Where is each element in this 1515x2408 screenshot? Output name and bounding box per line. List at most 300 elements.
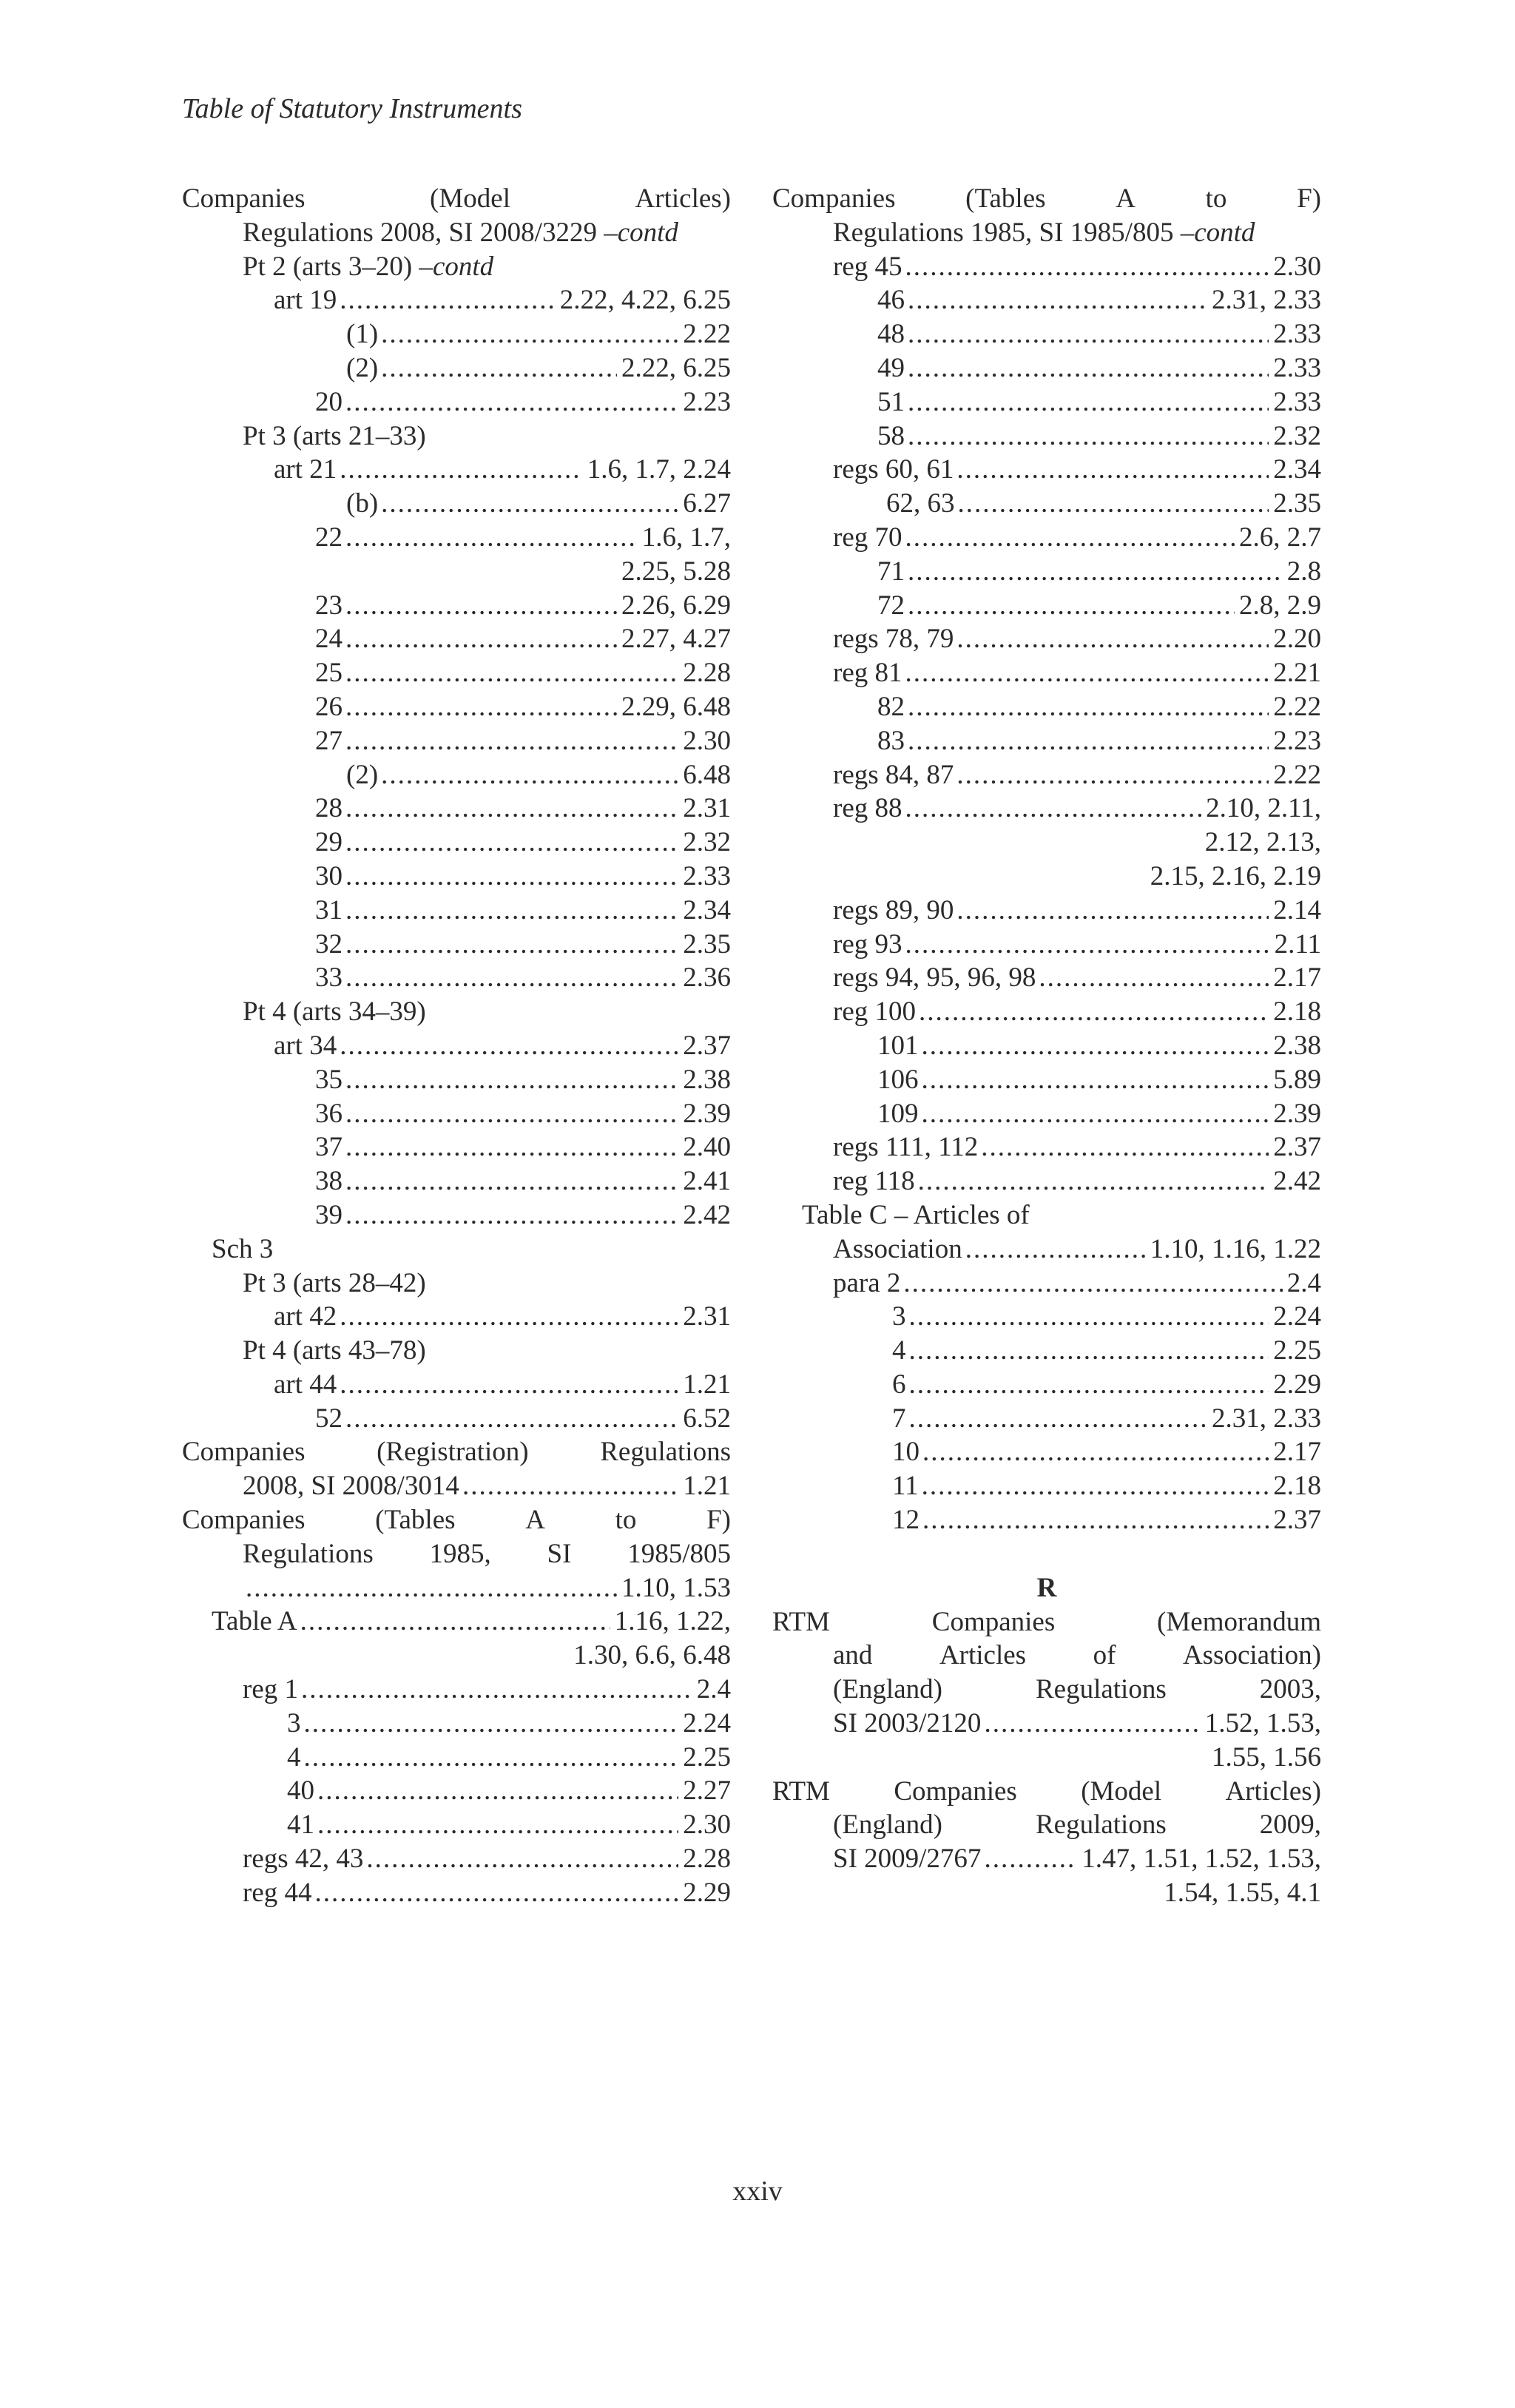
dot-leader (345, 961, 678, 995)
paragraph-reference: 2.42 (683, 1199, 731, 1230)
entry-label: reg 45 (833, 251, 902, 282)
dot-leader (381, 351, 617, 385)
index-entry (182, 758, 731, 792)
entry-label: regs 111, 112 (833, 1132, 979, 1163)
entry-label: 29 (315, 827, 343, 858)
index-entry (182, 1232, 731, 1267)
paragraph-reference: 6.27 (683, 488, 731, 519)
paragraph-reference: 2.37 (683, 1030, 731, 1061)
entry-heading-justified (772, 1605, 1321, 1639)
index-entry (772, 351, 1321, 385)
index-entry (772, 182, 1321, 216)
entry-label: regs 84, 87 (833, 759, 954, 790)
entry-label: reg 100 (833, 996, 916, 1028)
paragraph-reference: 1.21 (683, 1471, 731, 1502)
index-entry (182, 555, 731, 589)
index-entry (772, 1368, 1321, 1402)
index-entry (772, 1435, 1321, 1469)
dot-leader (903, 1267, 1282, 1301)
entry-word: Companies (182, 183, 306, 214)
dot-leader (246, 1571, 617, 1605)
dot-leader (340, 1300, 678, 1334)
paragraph-reference: 2.24 (1273, 1301, 1321, 1332)
entry-label: Pt 4 (arts 43–78) (243, 1335, 426, 1366)
index-entry (182, 724, 731, 758)
dot-leader (922, 1503, 1269, 1537)
entry-word: (Tables (965, 183, 1046, 214)
entry-label: 58 (877, 420, 905, 451)
entry-word: (Memorandum (1157, 1606, 1321, 1637)
paragraph-reference: 2.38 (683, 1064, 731, 1095)
dot-leader (909, 1334, 1269, 1368)
dot-leader (317, 1774, 678, 1808)
index-entry (182, 182, 731, 216)
entry-label: Pt 4 (arts 34–39) (243, 996, 426, 1028)
index-entry (182, 1334, 731, 1368)
index-entry (182, 1300, 731, 1334)
left-index-column (182, 182, 731, 1910)
entry-word: Companies (772, 183, 896, 214)
dot-leader (984, 1707, 1200, 1741)
entry-label: art 19 (274, 285, 337, 316)
paragraph-reference: 2.30 (683, 725, 731, 756)
entry-label: 4 (287, 1741, 301, 1773)
paragraph-reference: 2.40 (683, 1132, 731, 1163)
entry-label: art 21 (274, 454, 337, 485)
dot-leader (345, 1402, 678, 1436)
entry-label: 37 (315, 1132, 343, 1163)
dot-leader (918, 1164, 1269, 1198)
dot-leader (345, 1097, 678, 1131)
entry-label: 6 (892, 1369, 906, 1400)
dot-leader (909, 1300, 1269, 1334)
index-entry (772, 1808, 1321, 1842)
paragraph-reference: 2.36 (683, 962, 731, 994)
dot-leader (919, 995, 1269, 1029)
paragraph-reference: 5.89 (1273, 1064, 1321, 1095)
index-entry (182, 1842, 731, 1876)
paragraph-reference: 2.26, 6.29 (621, 590, 731, 621)
index-entry (772, 419, 1321, 453)
index-entry (182, 1808, 731, 1842)
paragraph-reference: 2.34 (683, 894, 731, 925)
paragraph-reference: 1.47, 1.51, 1.52, 1.53, (1082, 1844, 1321, 1875)
paragraph-reference: 2.24 (683, 1707, 731, 1738)
continued-marker: contd (1194, 217, 1255, 248)
entry-label: 33 (315, 962, 343, 994)
entry-label: 3 (287, 1707, 301, 1738)
paragraph-reference: 2.35 (1273, 488, 1321, 519)
section-letter-heading: R (1036, 1572, 1057, 1603)
entry-label: SI 2009/2767 (833, 1844, 982, 1875)
index-entry (182, 1741, 731, 1775)
entry-heading-justified (833, 1808, 1321, 1842)
dot-leader (956, 758, 1269, 792)
entry-word: F) (706, 1505, 731, 1536)
entry-label: art 42 (274, 1301, 337, 1332)
paragraph-reference: 1.10, 1.16, 1.22 (1150, 1233, 1321, 1264)
dot-leader (908, 589, 1235, 623)
entry-label: 2008, SI 2008/3014 (243, 1471, 459, 1502)
index-entry (772, 1775, 1321, 1809)
index-entry (772, 385, 1321, 419)
index-entry (772, 1267, 1321, 1301)
index-entry (182, 690, 731, 724)
dot-leader (345, 826, 678, 860)
entry-label: reg 1 (243, 1674, 298, 1705)
entry-word: of (1093, 1640, 1116, 1671)
index-entry (772, 1741, 1321, 1775)
paragraph-reference: 2.35 (683, 928, 731, 960)
index-entry (772, 1063, 1321, 1097)
index-entry (772, 216, 1321, 250)
entry-word: 2003, (1259, 1674, 1321, 1705)
index-entry (182, 216, 731, 250)
dot-leader (984, 1842, 1077, 1876)
paragraph-reference: 1.52, 1.53, (1204, 1708, 1321, 1739)
paragraph-reference: 2.23 (683, 386, 731, 417)
paragraph-reference: 2.37 (1273, 1132, 1321, 1163)
index-entry (772, 995, 1321, 1029)
index-entry (182, 1639, 731, 1673)
entry-label: 24 (315, 624, 343, 655)
entry-label: 39 (315, 1199, 343, 1230)
dot-leader (345, 894, 678, 928)
paragraph-reference: 1.6, 1.7, (641, 522, 731, 553)
index-entry (772, 1402, 1321, 1436)
entry-label: 48 (877, 319, 905, 350)
entry-label: Table C – Articles of (802, 1199, 1030, 1230)
entry-label: reg 88 (833, 793, 902, 824)
dot-leader (905, 928, 1270, 962)
entry-label: 7 (892, 1403, 906, 1434)
entry-label: Pt 3 (arts 21–33) (243, 420, 426, 451)
paragraph-reference: 2.31 (683, 793, 731, 824)
entry-word: F) (1297, 183, 1321, 214)
paragraph-reference: 2.32 (1273, 420, 1321, 451)
entry-heading-justified (182, 1435, 731, 1469)
index-entry (772, 622, 1321, 656)
entry-heading-justified (243, 1537, 731, 1571)
entry-word: (Model (1081, 1775, 1162, 1807)
index-entry (182, 1402, 731, 1436)
entry-label: para 2 (833, 1267, 901, 1298)
dot-leader (922, 1097, 1269, 1131)
dot-leader (922, 1435, 1269, 1469)
entry-label: 27 (315, 725, 343, 756)
index-entry (772, 1842, 1321, 1876)
index-entry (182, 894, 731, 928)
entry-label: 72 (877, 590, 905, 621)
entry-word: to (615, 1505, 637, 1536)
entry-label: 40 (287, 1775, 314, 1807)
entry-heading-justified (772, 182, 1321, 216)
dot-leader (462, 1469, 678, 1503)
entry-word: (Tables (375, 1505, 456, 1536)
entry-label: 10 (892, 1437, 920, 1468)
entry-label: 51 (877, 386, 905, 417)
entry-label: (2) (346, 759, 379, 790)
right-index-column (772, 182, 1321, 1910)
dot-leader (965, 1232, 1146, 1267)
entry-label: 71 (877, 556, 905, 587)
index-entry (182, 1097, 731, 1131)
paragraph-reference: 2.14 (1273, 894, 1321, 925)
index-entry (182, 622, 731, 656)
entry-word: Companies (182, 1437, 306, 1468)
entry-label: 106 (877, 1064, 919, 1095)
entry-word: (England) (833, 1674, 942, 1705)
entry-label: 25 (315, 658, 343, 689)
dot-leader (315, 1876, 679, 1910)
dot-leader (908, 724, 1269, 758)
entry-word: Companies (931, 1606, 1056, 1637)
index-entry (182, 317, 731, 351)
index-entry (182, 589, 731, 623)
index-entry (182, 826, 731, 860)
dot-leader (381, 758, 678, 792)
dot-leader (905, 792, 1202, 826)
entry-word: Articles (939, 1640, 1027, 1671)
entry-word: Regulations (1035, 1674, 1167, 1705)
dot-leader (345, 622, 617, 656)
entry-label: (b) (346, 488, 379, 519)
paragraph-reference: 1.10, 1.53 (621, 1572, 731, 1603)
entry-word: (Model (430, 183, 510, 214)
entry-label: 30 (315, 860, 343, 891)
dot-leader (956, 622, 1269, 656)
entry-heading-justified (833, 1639, 1321, 1673)
paragraph-reference: 2.25 (1273, 1335, 1321, 1366)
entry-word: RTM (772, 1606, 830, 1637)
index-entry (182, 1673, 731, 1707)
paragraph-reference: 2.39 (683, 1098, 731, 1129)
dot-leader (345, 792, 678, 826)
paragraph-reference: 2.17 (1273, 1437, 1321, 1468)
paragraph-reference: 2.29, 6.48 (621, 691, 731, 722)
entry-label: regs 94, 95, 96, 98 (833, 962, 1036, 994)
entry-label: regs 78, 79 (833, 624, 954, 655)
paragraph-reference: 2.38 (1273, 1030, 1321, 1061)
index-entry (182, 1503, 731, 1537)
entry-heading-justified (182, 1503, 731, 1537)
entry-label: Pt 2 (arts 3–20) – (243, 251, 433, 282)
entry-label: reg 118 (833, 1166, 915, 1197)
entry-word: 1985, (429, 1538, 491, 1569)
index-entry (772, 758, 1321, 792)
entry-word: (England) (833, 1810, 942, 1841)
dot-leader (300, 1605, 610, 1639)
index-entry (772, 555, 1321, 589)
index-entry (772, 1097, 1321, 1131)
paragraph-reference: 2.30 (683, 1810, 731, 1841)
continued-marker: contd (617, 217, 678, 248)
index-entry (772, 1300, 1321, 1334)
index-entry (772, 589, 1321, 623)
entry-label: 22 (315, 522, 343, 553)
index-entry (182, 1774, 731, 1808)
entry-label: 46 (877, 285, 905, 316)
paragraph-reference: 2.41 (683, 1166, 731, 1197)
paragraph-reference: 2.22, 6.25 (621, 352, 731, 383)
running-head: Table of Statutory Instruments (182, 93, 522, 124)
paragraph-reference: 2.22 (1273, 759, 1321, 790)
entry-word: 1985/805 (627, 1538, 731, 1569)
paragraph-reference: 2.6, 2.7 (1239, 522, 1321, 553)
entry-label: art 34 (274, 1030, 337, 1061)
index-entry (182, 961, 731, 995)
dot-leader (922, 1029, 1269, 1063)
dot-leader (345, 1130, 678, 1164)
index-entry (182, 521, 731, 555)
dot-leader (345, 521, 638, 555)
dot-leader (909, 1368, 1269, 1402)
paragraph-reference: 2.29 (683, 1877, 731, 1908)
paragraph-reference: 6.52 (683, 1403, 731, 1434)
paragraph-reference: 2.27, 4.27 (621, 624, 731, 655)
entry-label: 23 (315, 590, 343, 621)
paragraph-reference: 1.6, 1.7, 2.24 (587, 454, 731, 485)
paragraph-reference: 2.22, 4.22, 6.25 (559, 285, 731, 316)
index-entry (772, 521, 1321, 555)
index-entry (772, 894, 1321, 928)
paragraph-reference: 2.34 (1273, 454, 1321, 485)
entry-label: 82 (877, 691, 905, 722)
dot-leader (1039, 961, 1269, 995)
entry-word: Regulations (243, 1538, 374, 1569)
entry-label: (1) (346, 319, 379, 350)
index-entry (772, 250, 1321, 284)
dot-leader (381, 487, 678, 521)
index-entry (182, 656, 731, 690)
index-entry (772, 487, 1321, 521)
entry-label: reg 81 (833, 658, 902, 689)
paragraph-reference: 2.33 (683, 860, 731, 891)
entry-label: 41 (287, 1810, 314, 1841)
paragraph-reference: 2.30 (1273, 251, 1321, 282)
entry-word: Articles) (1225, 1775, 1321, 1807)
index-entry (182, 487, 731, 521)
index-entry (772, 826, 1321, 860)
index-entry (182, 860, 731, 894)
entry-label: Association (833, 1233, 962, 1264)
dot-leader (345, 656, 678, 690)
entry-word: Companies (182, 1505, 306, 1536)
dot-leader (345, 690, 617, 724)
dot-leader (908, 283, 1207, 317)
paragraph-reference: 2.18 (1273, 996, 1321, 1028)
entry-label: 36 (315, 1098, 343, 1129)
paragraph-reference: 2.15, 2.16, 2.19 (1150, 860, 1321, 891)
entry-label: 62, 63 (886, 488, 955, 519)
entry-word: to (1205, 183, 1227, 214)
dot-leader (908, 690, 1269, 724)
index-entry (182, 792, 731, 826)
paragraph-reference: 2.8 (1286, 556, 1321, 587)
paragraph-reference: 2.12, 2.13, (1204, 827, 1321, 858)
paragraph-reference: 2.33 (1273, 386, 1321, 417)
index-entry (182, 1876, 731, 1910)
dot-leader (345, 724, 678, 758)
index-entry (772, 1469, 1321, 1503)
index-entry (182, 1267, 731, 1301)
entry-word: 2009, (1259, 1810, 1321, 1841)
paragraph-reference: 2.29 (1273, 1369, 1321, 1400)
dot-leader (956, 894, 1269, 928)
entry-label: SI 2003/2120 (833, 1708, 982, 1739)
paragraph-reference: 2.33 (1273, 319, 1321, 350)
entry-heading-justified (833, 1673, 1321, 1707)
dot-leader (905, 521, 1235, 555)
index-entry (182, 283, 731, 317)
entry-label: 28 (315, 793, 343, 824)
dot-leader (905, 250, 1269, 284)
index-entry (772, 961, 1321, 995)
dot-leader (340, 1029, 678, 1063)
paragraph-reference: 2.37 (1273, 1505, 1321, 1536)
paragraph-reference: 2.27 (683, 1775, 731, 1807)
entry-label: 52 (315, 1403, 343, 1434)
entry-label: 101 (877, 1030, 919, 1061)
entry-word: RTM (772, 1775, 830, 1807)
index-entry (182, 1164, 731, 1198)
entry-label: Pt 3 (arts 28–42) (243, 1267, 426, 1298)
index-entry (772, 317, 1321, 351)
entry-word: Association) (1182, 1640, 1321, 1671)
dot-leader (304, 1707, 679, 1741)
index-entry (182, 1435, 731, 1469)
paragraph-reference: 2.11 (1274, 928, 1321, 960)
entry-label: 31 (315, 894, 343, 925)
index-entry (772, 1334, 1321, 1368)
dot-leader (981, 1130, 1269, 1164)
entry-label: Table A (212, 1606, 297, 1637)
dot-leader (922, 1063, 1269, 1097)
index-entry (182, 351, 731, 385)
index-entry (772, 453, 1321, 487)
index-entry (772, 1232, 1321, 1267)
entry-label: 32 (315, 928, 343, 960)
index-entry (182, 1130, 731, 1164)
index-entry (182, 385, 731, 419)
index-entry (772, 690, 1321, 724)
paragraph-reference: 2.32 (683, 827, 731, 858)
dot-leader (345, 1063, 678, 1097)
paragraph-reference: 2.4 (1286, 1267, 1321, 1298)
paragraph-reference: 2.28 (683, 658, 731, 689)
index-entry (772, 792, 1321, 826)
paragraph-reference: 1.30, 6.6, 6.48 (573, 1640, 731, 1671)
entry-word: Articles) (635, 183, 731, 214)
index-entry (772, 283, 1321, 317)
entry-label: regs 60, 61 (833, 454, 954, 485)
entry-label: 4 (892, 1335, 906, 1366)
entry-word: Regulations (600, 1437, 731, 1468)
paragraph-reference: 2.31 (683, 1301, 731, 1332)
paragraph-reference: 2.42 (1273, 1166, 1321, 1197)
dot-leader (381, 317, 678, 351)
entry-label: reg 93 (833, 928, 902, 960)
index-entry (772, 1198, 1321, 1232)
entry-label: Sch 3 (212, 1233, 274, 1264)
entry-label: 26 (315, 691, 343, 722)
entry-label: regs 42, 43 (243, 1844, 364, 1875)
entry-word: Companies (894, 1775, 1017, 1807)
entry-label: (2) (346, 352, 379, 383)
paragraph-reference: 2.39 (1273, 1098, 1321, 1129)
entry-label: Regulations 1985, SI 1985/805 – (833, 217, 1195, 248)
index-entry (772, 1707, 1321, 1741)
